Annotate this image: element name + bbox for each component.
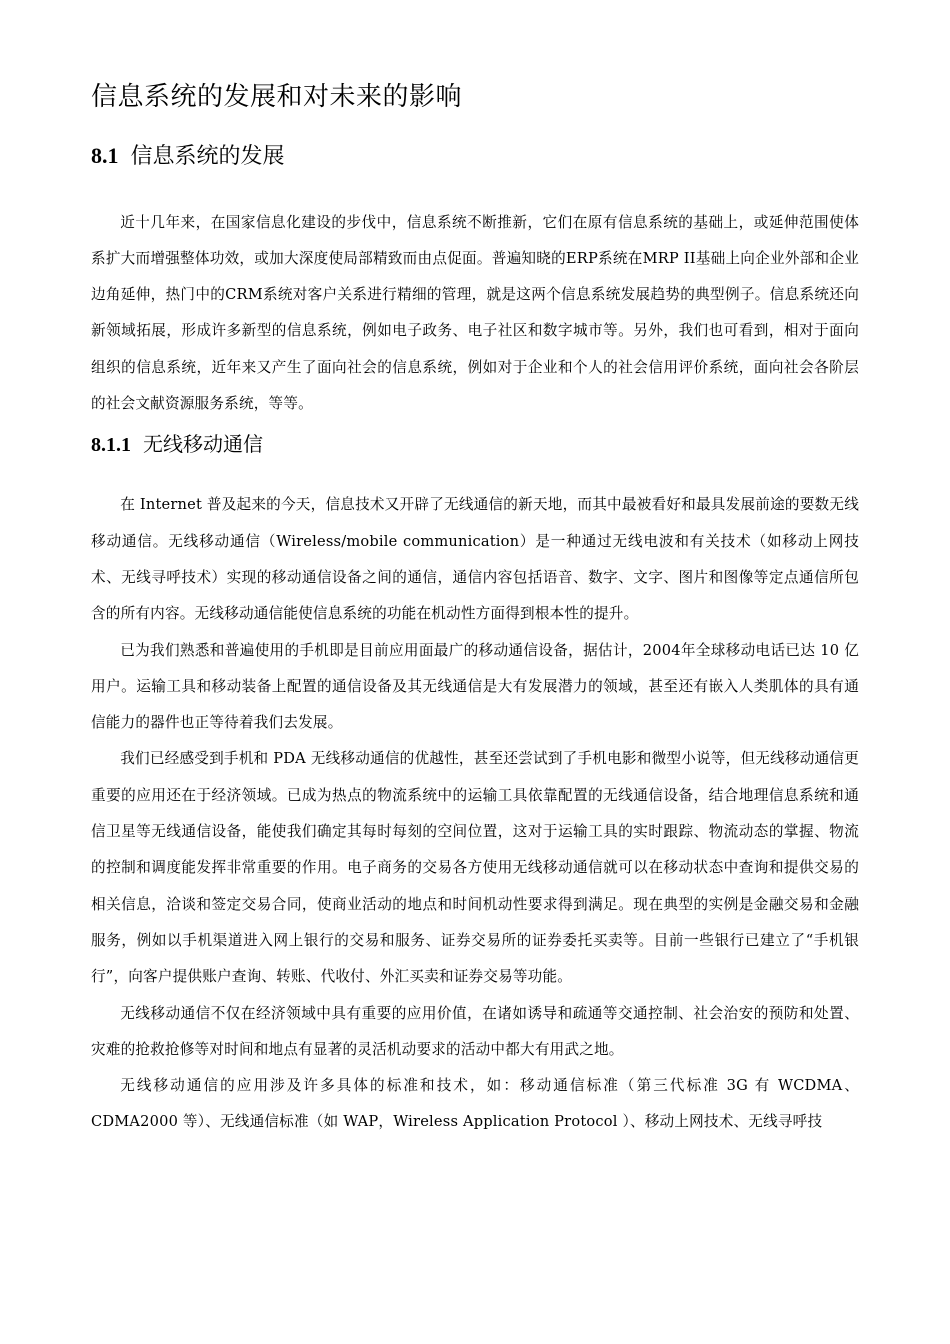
subsection-title: 无线移动通信 xyxy=(143,432,263,457)
paragraph: 无线移动通信的应用涉及许多具体的标准和技术，如：移动通信标准（第三代标准 3G 有 WCDMA、CDMA2000 等）、无线通信标准（如 WAP，Wireless Application Protocol ）、移动上网技术、无线寻呼技 xyxy=(91,1077,859,1131)
document-body xyxy=(91,82,859,1141)
section-title: 信息系统的发展 xyxy=(130,144,285,170)
paragraph: 我们已经感受到手机和 PDA 无线移动通信的优越性，甚至还尝试到了手机电影和微型小说等，但无线移动通信更重要的应用还在于经济领域。已成为热点的物流系统中的运输工具依靠配置的无线通信设备，结合地理信息系统和通信卫星等无线通信设备，能使我们确定其每时每刻的空间位置，这对于运输工具的实时跟踪、物流动态的掌握、物流的控制和调度能发挥非常重要的作用。电子商务的交易各方使用无线移动通信就可以在移动状态中查询和提供交易的相关信息，洽谈和签定交易合同，使商业活动的地点和时间机动性要求得到满足。现在典型的实例是金融交易和金融服务，例如以手机渠道进入网上银行的交易和服务、证券交易所的证券委托买卖等。目前一些银行已建立了“手机银行”，向客户提供账户查询、转账、代收付、外汇买卖和证券交易等功能。 xyxy=(91,750,859,986)
paragraph: 在 Internet 普及起来的今天，信息技术又开辟了无线通信的新天地，而其中最被看好和最具发展前途的要数无线移动通信。无线移动通信（Wireless/mobile communication）是一种通过无线电波和有关技术（如移动上网技术、无线寻呼技术）实现的移动通信设备之间的通信，通信内容包括语音、数字、文字、图片和图像等定点通信所包含的所有内容。无线移动通信能使信息系统的功能在机动性方面得到根本性的提升。 xyxy=(91,496,859,623)
paragraph: 已为我们熟悉和普遍使用的手机即是目前应用面最广的移动通信设备，据估计，2004年全球移动电话已达 10 亿用户。运输工具和移动装备上配置的通信设备及其无线通信是大有发展潜力的领域，甚至还有嵌入人类肌体的具有通信能力的器件也正等待着我们去发展。 xyxy=(91,641,859,732)
paragraph: 无线移动通信不仅在经济领域中具有重要的应用价值，在诸如诱导和疏通等交通控制、社会治安的预防和处置、灾难的抢救抢修等对时间和地点有显著的灵活机动要求的活动中都大有用武之地。 xyxy=(91,1004,859,1058)
page-title: 信息系统的发展和对未来的影响 xyxy=(91,82,463,112)
subsection-number: 8.1.1 xyxy=(91,434,131,457)
intro-paragraph: 近十几年来，在国家信息化建设的步伐中，信息系统不断推新，它们在原有信息系统的基础上，或延伸范围使体系扩大而增强整体功效，或加大深度使局部精致而由点促面。普遍知晓的ERP系统在MRP II基础上向企业外部和企业边角延伸，热门中的CRM系统对客户关系进行精细的管理，就是这两个信息系统发展趋势的典型例子。信息系统还向新领域拓展，形成许多新型的信息系统，例如电子政务、电子社区和数字城市等。另外，我们也可看到，相对于面向组织的信息系统，近年来又产生了面向社会的信息系统，例如对于企业和个人的社会信用评价系统，面向社会各阶层的社会文献资源服务系统，等等。 xyxy=(91,213,859,413)
section-heading xyxy=(91,143,859,170)
subsection-heading xyxy=(91,432,859,457)
section-number: 8.1 xyxy=(91,143,119,169)
